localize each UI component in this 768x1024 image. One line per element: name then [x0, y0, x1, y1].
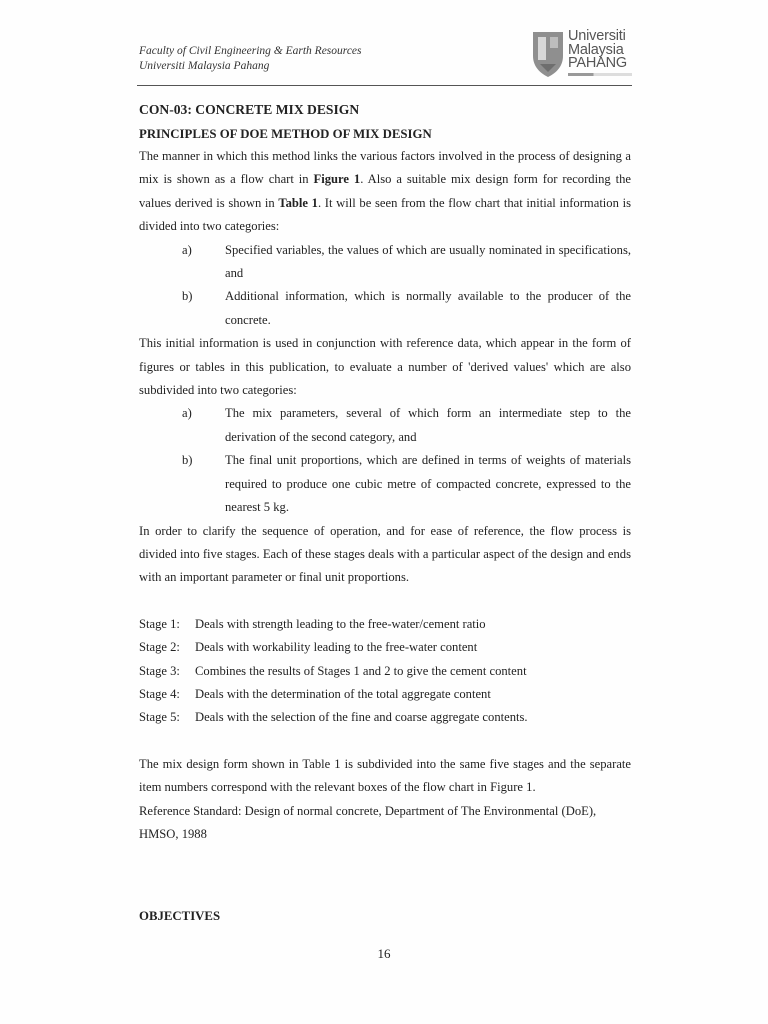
list-item: a) Specified variables, the values of which are usually nominated in specifications, and	[182, 242, 631, 281]
crest-icon	[530, 30, 566, 78]
stages-intro-paragraph: In order to clarify the sequence of operation, and for ease of reference, the flow process is divided into five stages. Each of these stages deals with a particular aspect of the design and ends with an important parameter or final unit proportions.	[139, 523, 631, 585]
stage-row: Stage 2: Deals with workability leading to the free-water content	[139, 640, 478, 655]
intro-paragraph: The manner in which this method links the various factors involved in the process of designing a mix is shown as a flow chart in Figure 1. Also a suitable mix design form for recording the values derived is shown in Table 1. It will be seen from the flow chart that initial information is divided into two categories:	[139, 149, 631, 234]
section-heading: PRINCIPLES OF DOE METHOD OF MIX DESIGN	[139, 127, 432, 141]
list-item: b) The final unit proportions, which are defined in terms of weights of materials required to produce one cubic metre of compacted concrete, expressed to the nearest 5 kg.	[182, 453, 631, 515]
document-title: CON-03: CONCRETE MIX DESIGN	[139, 102, 360, 117]
logo-tagline	[568, 73, 632, 76]
university-logo	[530, 28, 640, 86]
page-header	[139, 44, 362, 74]
stage-row: Stage 5: Deals with the selection of the fine and coarse aggregate contents.	[139, 710, 528, 725]
stage-row: Stage 4: Deals with the determination of the total aggregate content	[139, 686, 491, 701]
table-reference: Table 1	[278, 195, 318, 210]
derived-values-list	[139, 402, 631, 519]
page-number: 16	[377, 946, 391, 961]
stage-row: Stage 3: Combines the results of Stages 1 and 2 to give the cement content	[139, 663, 527, 678]
document-body	[139, 100, 631, 846]
reference-standard: Reference Standard: Design of normal concrete, Department of The Environmental (DoE),	[139, 803, 597, 818]
faculty-name: Faculty of Civil Engineering & Earth Resources	[139, 45, 362, 57]
stage-row: Stage 1: Deals with strength leading to the free-water/cement ratio	[139, 616, 486, 631]
initial-info-list	[139, 239, 631, 333]
university-name: Universiti Malaysia Pahang	[139, 60, 270, 72]
mix-design-form-paragraph: The mix design form shown in Table 1 is subdivided into the same five stages and the separate item numbers correspond with the relevant boxes of the flow chart in Figure 1.	[139, 756, 631, 795]
list-item: b) Additional information, which is normally available to the producer of the concrete.	[182, 289, 631, 327]
stages-list	[139, 613, 631, 730]
objectives-heading: OBJECTIVES	[139, 909, 221, 923]
logo-wordmark: Universiti Malaysia PAHANG	[568, 28, 627, 71]
reference-publisher: HMSO, 1988	[139, 826, 207, 841]
header-divider	[137, 85, 632, 86]
figure-reference: Figure 1	[313, 172, 361, 187]
derived-values-paragraph: This initial information is used in conjunction with reference data, which appear in the form of figures or tables in this publication, to evaluate a number of 'derived values' which are also subdivided into two categories:	[139, 336, 631, 398]
closing-section	[139, 753, 631, 847]
list-item: a) The mix parameters, several of which form an intermediate step to the derivation of the second category, and	[182, 406, 631, 444]
